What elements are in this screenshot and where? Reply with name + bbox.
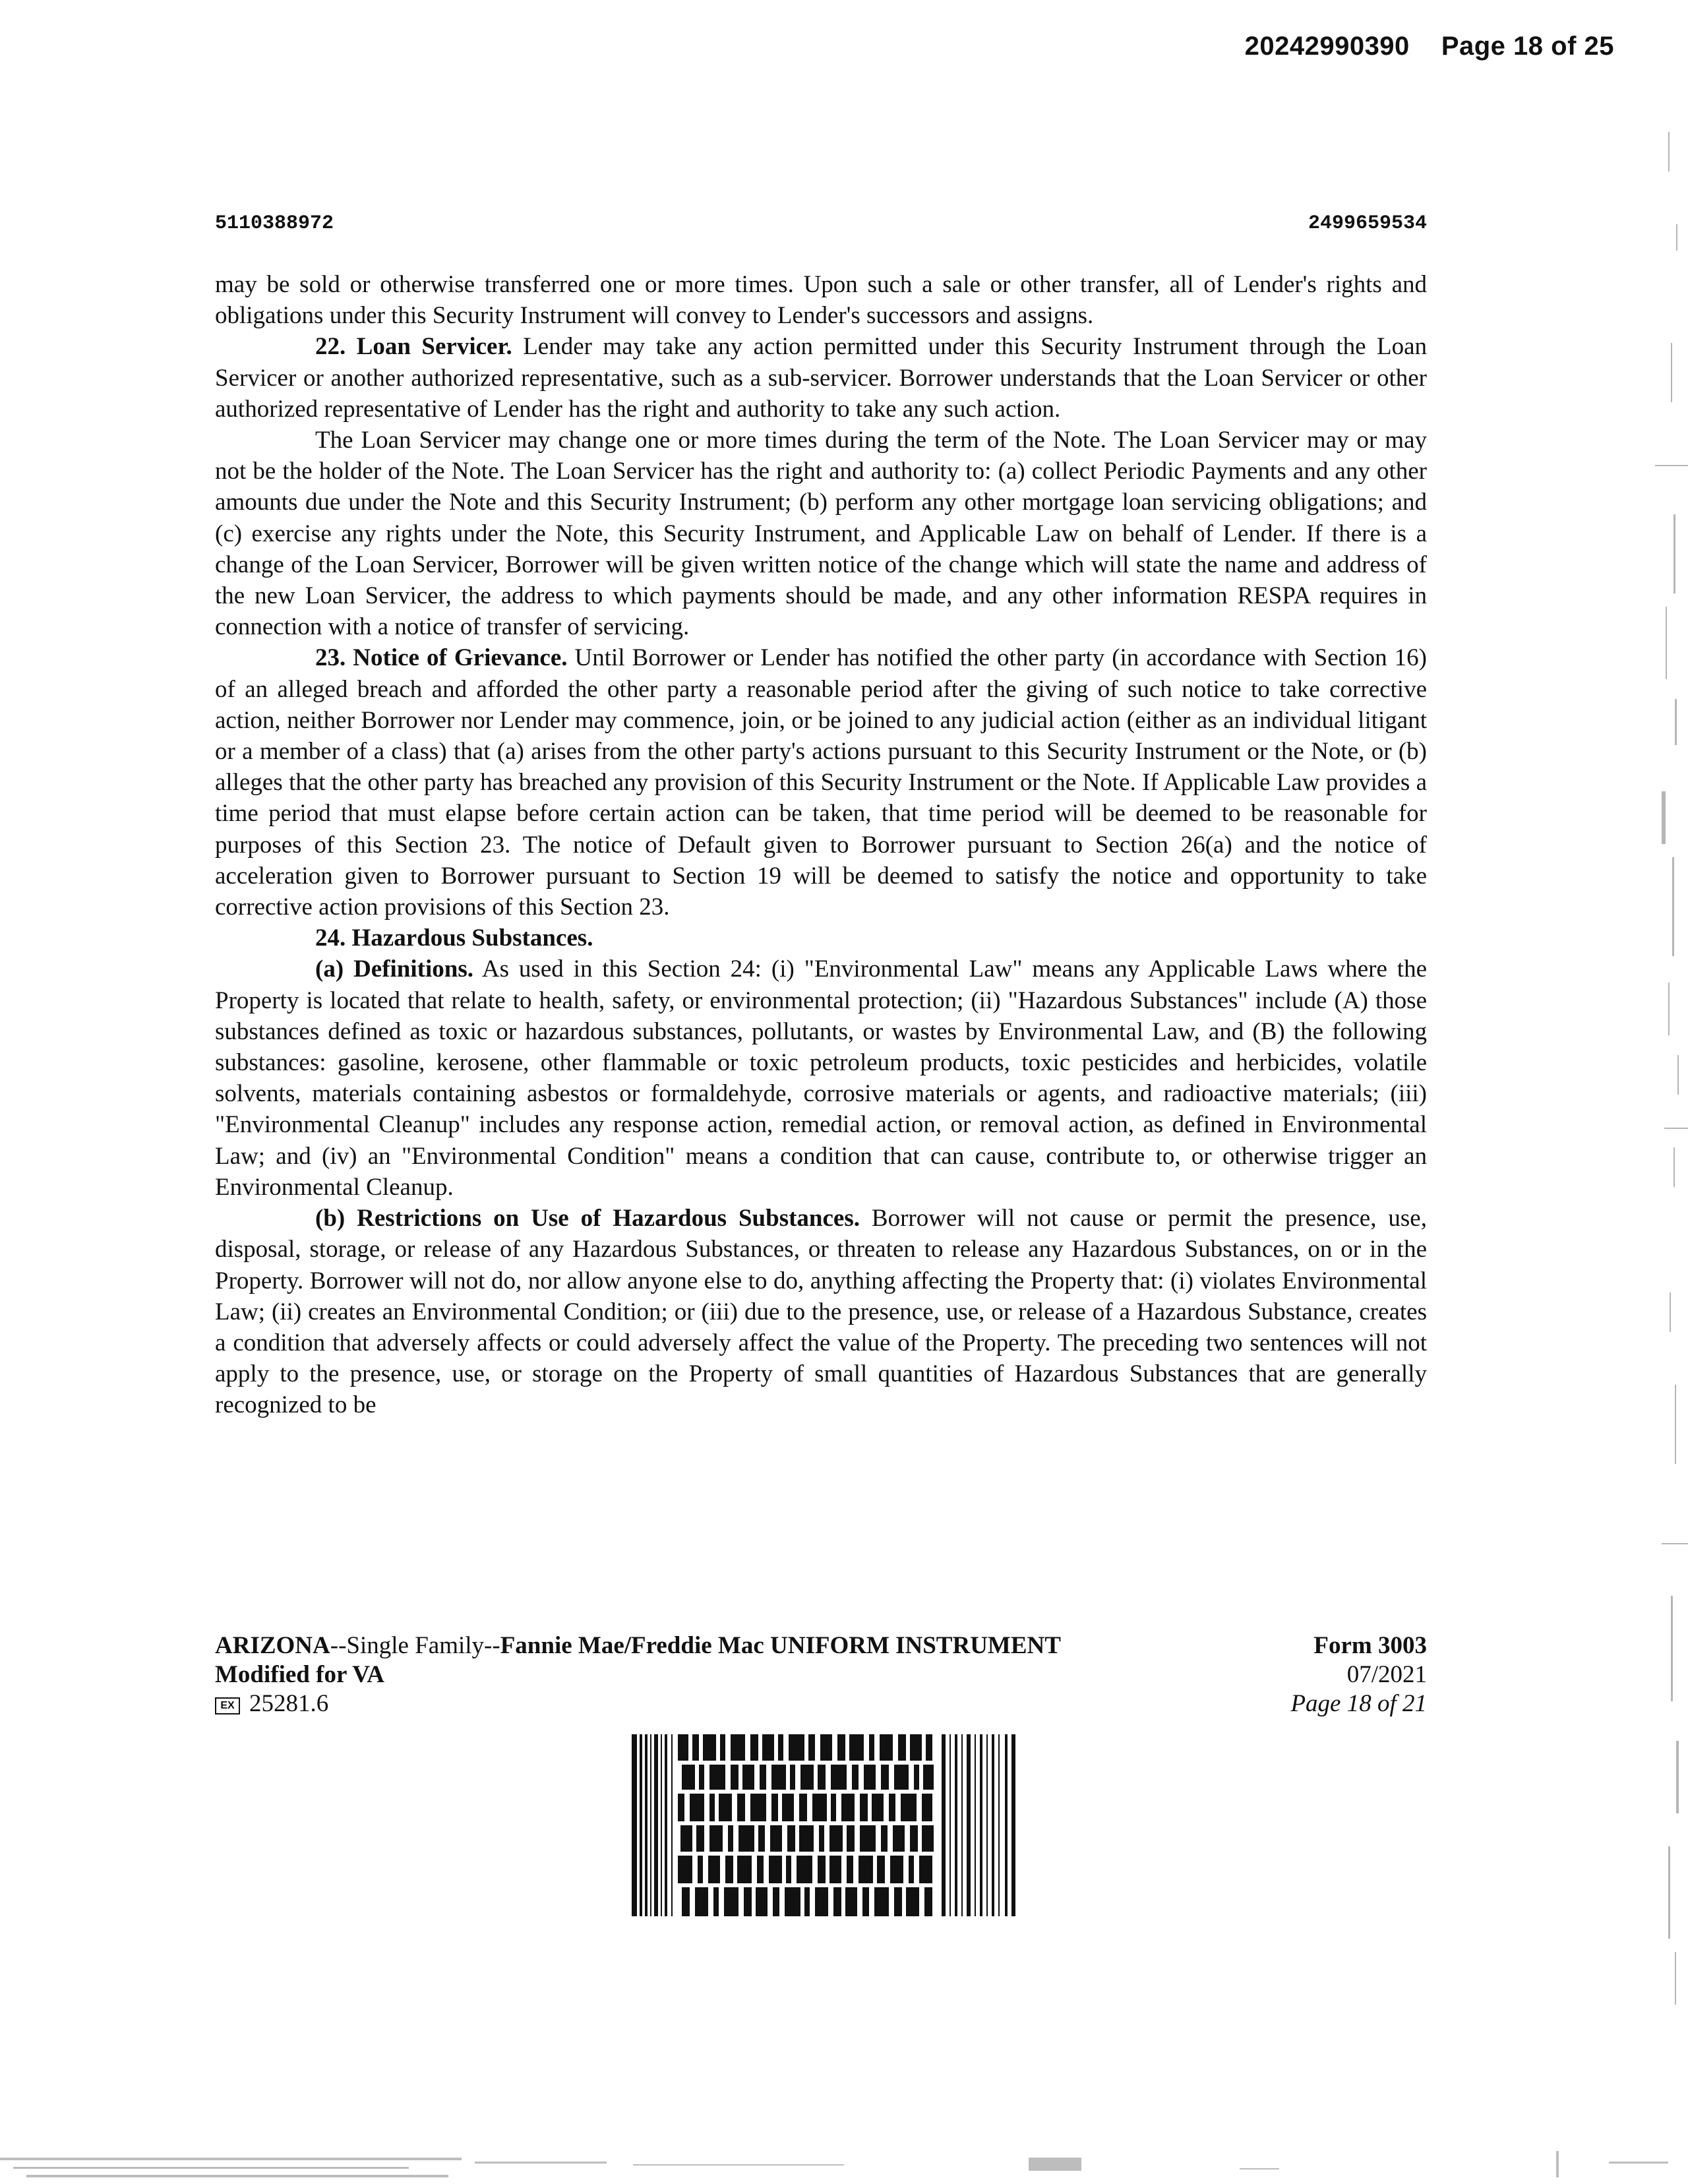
scan-bottom-artifact bbox=[0, 2138, 1688, 2184]
section-22-paragraph-2: The Loan Servicer may change one or more times during the term of the Note. The Loan Servicer may or may not be the holder of the Note. The Loan Servicer has the right and authority to: (a) collect Periodic Payments and any other amounts due under the Note and this Security Instrument; (b) perform any other mortgage loan servicing obligations; and (c) exercise any rights under the Note, this Security Instrument, and Applicable Law on behalf of Lender. If there is a change of the Loan Servicer, Borrower will be given written notice of the change which will state the name and address of the new Loan Servicer, the address to which payments should be made, and any other information RESPA requires in connection with a notice of transfer of servicing. bbox=[215, 427, 1427, 641]
section-24 bbox=[215, 923, 1427, 954]
form-footer bbox=[215, 1631, 1427, 1718]
footer-instrument: Fannie Mae/Freddie Mac UNIFORM INSTRUMENT bbox=[500, 1632, 1061, 1659]
footer-right bbox=[1290, 1631, 1427, 1718]
scan-edge-artifact bbox=[1642, 106, 1688, 2018]
loan-number-right: 2499659534 bbox=[1308, 212, 1427, 235]
footer-left bbox=[215, 1631, 1061, 1718]
section-23-heading: 23. Notice of Grievance. bbox=[315, 644, 568, 672]
section-24a-text: As used in this Section 24: (i) "Environmental Law" means any Applicable Laws where the Property is located that relate to health, safety, or environmental protection; (ii) "Hazardous Substances" include (A) those substances defined as toxic or hazardous substances, pollutants, or wastes by Environmental Law, and (B) the following substances: gasoline, kerosene, other flammable or toxic petroleum products, toxic pesticides and herbicides, volatile solvents, materials containing asbestos or formaldehyde, corrosive materials or agents, and radioactive materials; (iii) "Environmental Cleanup" includes any response action, remedial action, or removal action, as defined in Environmental Law; and (iv) an "Environmental Condition" means a condition that can cause, contribute to, or otherwise trigger an Environmental Cleanup. bbox=[215, 956, 1427, 1201]
footer-page-number: Page 18 of 21 bbox=[1290, 1690, 1427, 1717]
footer-modified-line bbox=[215, 1660, 1061, 1689]
footer-form-date: 07/2021 bbox=[1346, 1661, 1427, 1688]
section-24a-heading: (a) Definitions. bbox=[315, 956, 473, 983]
footer-instrument-line bbox=[215, 1631, 1061, 1660]
recording-header bbox=[1245, 32, 1614, 61]
loan-number-left: 5110388972 bbox=[215, 212, 334, 235]
section-23-text: Until Borrower or Lender has notified the other party (in accordance with Section 16) of an alleged breach and afforded the other party a reasonable period after the giving of such notice to take corrective action, neither Borrower nor Lender may commence, join, or be joined to any judicial action (either as an individual litigant or a member of a class) that (a) arises from the other party's actions pursuant to this Security Instrument or the Note, or (b) alleges that the other party has breached any provision of this Security Instrument or the Note. If Applicable Law provides a time period that must elapse before certain action can be taken, that time period will be deemed to be reasonable for purposes of this Section 23. The notice of Default given to Borrower pursuant to Section 26(a) and the notice of acceleration given to Borrower pursuant to Section 19 will be deemed to satisfy the notice and opportunity to take corrective action provisions of this Section 23. bbox=[215, 644, 1427, 921]
section-22 bbox=[215, 331, 1427, 425]
footer-form-number: Form 3003 bbox=[1313, 1632, 1427, 1659]
section-24a bbox=[215, 954, 1427, 1203]
footer-modified: Modified for VA bbox=[215, 1661, 384, 1688]
recording-number: 20242990390 bbox=[1244, 32, 1410, 61]
section-24b-text: Borrower will not cause or permit the presence, use, disposal, storage, or release of any Hazardous Substances, or threaten to release any Hazardous Substances, on or in the Property. Borrower will not do, nor allow anyone else to do, anything affecting the Property that: (i) violates Environmental Law; (ii) creates an Environmental Condition; or (iii) due to the presence, use, or release of a Hazardous Substance, creates a condition that adversely affects or could adversely affect the value of the Property. The preceding two sentences will not apply to the presence, use, or storage on the Property of small quantities of Hazardous Substances that are generally recognized to be bbox=[215, 1205, 1427, 1419]
footer-code: 25281.6 bbox=[249, 1690, 329, 1717]
footer-separator: --Single Family-- bbox=[330, 1632, 500, 1659]
section-22-heading: 22. Loan Servicer. bbox=[315, 333, 512, 361]
section-24-heading: 24. Hazardous Substances. bbox=[315, 925, 593, 952]
section-24b-heading: (b) Restrictions on Use of Hazardous Substances. bbox=[315, 1205, 860, 1232]
footer-state: ARIZONA bbox=[215, 1632, 330, 1659]
footer-code-line bbox=[215, 1689, 1061, 1718]
section-23 bbox=[215, 642, 1427, 923]
paragraph-continuation: may be sold or otherwise transferred one or more times. Upon such a sale or other transfer, all of Lender's rights and obligations under this Security Instrument will convey to Lender's successors and assigns. bbox=[215, 271, 1427, 330]
document-body bbox=[215, 269, 1427, 1421]
ex-logo-icon: EX bbox=[215, 1697, 240, 1714]
section-22-text: Lender may take any action permitted under this Security Instrument through the Loan Servicer or another authorized representative, such as a sub-servicer. Borrower understands that the Loan Servicer or other authorized representative of Lender has the right and authority to take any such action. bbox=[215, 333, 1427, 423]
loan-numbers-row bbox=[215, 212, 1427, 235]
recording-page-label: Page 18 of 25 bbox=[1441, 32, 1614, 61]
pdf417-barcode-icon bbox=[632, 1734, 1015, 1916]
section-24b bbox=[215, 1203, 1427, 1420]
